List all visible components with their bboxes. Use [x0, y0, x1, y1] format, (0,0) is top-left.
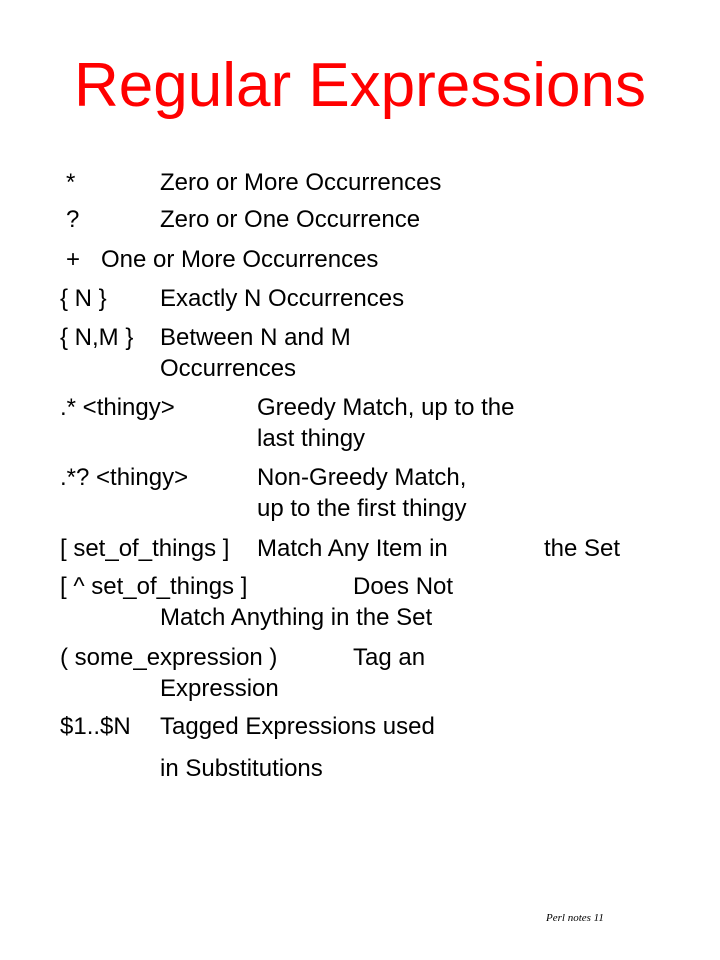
desc-negated-set-1: Does Not	[353, 573, 454, 600]
symbol-plus: +	[66, 246, 81, 273]
desc-plus: One or More Occurrences	[101, 246, 379, 273]
symbol-negated-set: [ ^ set_of_things ]	[60, 573, 248, 600]
desc-group-2: Expression	[160, 675, 279, 702]
desc-group-1: Tag an	[353, 644, 426, 671]
desc-backrefs-2: in Substitutions	[160, 755, 323, 782]
desc-star: Zero or More Occurrences	[160, 169, 442, 196]
symbol-star: *	[66, 169, 76, 196]
desc-non-greedy-2: up to the first thingy	[257, 495, 467, 522]
desc-range-nm-1: Between N and M	[160, 324, 351, 351]
desc-set-2: the Set	[544, 535, 621, 562]
slide-title: Regular Expressions	[73, 51, 647, 120]
symbol-set: [ set_of_things ]	[60, 535, 230, 562]
desc-backrefs-1: Tagged Expressions used	[160, 713, 435, 740]
symbol-greedy: .* <thingy>	[60, 394, 175, 421]
symbol-exact-n: { N }	[60, 285, 107, 312]
symbol-group: ( some_expression )	[60, 644, 278, 671]
symbol-question: ?	[66, 206, 80, 233]
desc-range-nm-2: Occurrences	[160, 355, 297, 382]
desc-non-greedy-1: Non-Greedy Match,	[257, 464, 467, 491]
desc-set-1: Match Any Item in	[257, 535, 448, 562]
desc-question: Zero or One Occurrence	[160, 206, 421, 233]
symbol-range-nm: { N,M }	[60, 324, 134, 351]
symbol-non-greedy: .*? <thingy>	[60, 464, 189, 491]
desc-negated-set-2: Match Anything in the Set	[160, 604, 433, 631]
desc-exact-n: Exactly N Occurrences	[160, 285, 405, 312]
desc-greedy-1: Greedy Match, up to the	[257, 394, 515, 421]
slide-footer: Perl notes 11	[546, 912, 604, 924]
symbol-backrefs: $1..$N	[60, 713, 131, 740]
desc-greedy-2: last thingy	[257, 425, 366, 452]
